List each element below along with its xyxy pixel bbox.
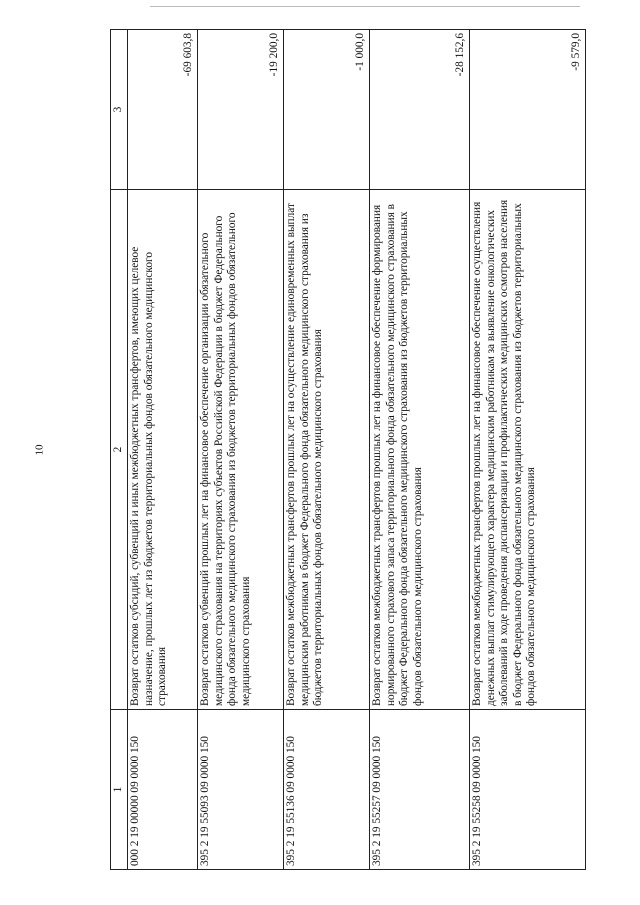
code-cell: 395 2 19 55257 09 0000 150	[370, 710, 470, 870]
amount-cell: -69 603,8	[128, 30, 198, 190]
name-cell: Возврат остатков субвенций прошлых лет на финансовое обеспечение организации обязательного медицинского страхования на территориях субъектов Российской Федерации в бюджет Федерального фонда обязательного медицинского страхования из бюджетов территориальных фондов обязательного медицинского страхования	[198, 190, 284, 710]
top-rule	[150, 6, 580, 7]
budget-table	[110, 29, 586, 870]
amount-cell: -28 152,6	[370, 30, 470, 190]
header-cell-name: 2	[111, 190, 128, 710]
code-cell: 000 2 19 00000 09 0000 150	[128, 710, 198, 870]
code-cell: 395 2 19 55093 09 0000 150	[198, 710, 284, 870]
rotated-page	[110, 30, 582, 870]
code-cell: 395 2 19 55136 09 0000 150	[284, 710, 370, 870]
page-number: 10	[33, 444, 46, 456]
amount-cell: -1 000,0	[284, 30, 370, 190]
table-row	[370, 30, 470, 870]
amount-cell: -9 579,0	[470, 30, 586, 190]
name-cell: Возврат остатков субсидий, субвенций и иных межбюджетных трансфертов, имеющих целевое назначение, прошлых лет из бюджетов территориальных фондов обязательного медицинского страхования	[128, 190, 198, 710]
table-row	[198, 30, 284, 870]
name-cell: Возврат остатков межбюджетных трансфертов прошлых лет на финансовое обеспечение формирования нормированного страхового запаса территориального фонда обязательного медицинского страхования в бюджет Федерального фонда обязательного медицинского страхования из бюджетов территориальных фондов обязательного медицинского страхования	[370, 190, 470, 710]
table-row	[470, 30, 586, 870]
header-cell-code: 1	[111, 710, 128, 870]
name-cell: Возврат остатков межбюджетных трансфертов прошлых лет на финансовое обеспечение осуществления денежных выплат стимулирующего характера медицинским работникам за выявление онкологических заболеваний в ходе проведения диспансеризации и профилактических медицинских осмотров населения в бюджет Федерального фонда обязательного медицинского страхования из бюджетов территориальных фондов обязательного медицинского страхования	[470, 190, 586, 710]
header-row	[111, 30, 128, 870]
name-cell: Возврат остатков межбюджетных трансфертов прошлых лет на осуществление единовременных выплат медицинским работникам в бюджет Федерального фонда обязательного медицинского страхования из бюджетов территориальных фондов обязательного медицинского страхования	[284, 190, 370, 710]
rotated-content	[110, 30, 582, 870]
table-row	[128, 30, 198, 870]
amount-cell: -19 200,0	[198, 30, 284, 190]
table-row	[284, 30, 370, 870]
header-cell-amount: 3	[111, 30, 128, 190]
code-cell: 395 2 19 55258 09 0000 150	[470, 710, 586, 870]
